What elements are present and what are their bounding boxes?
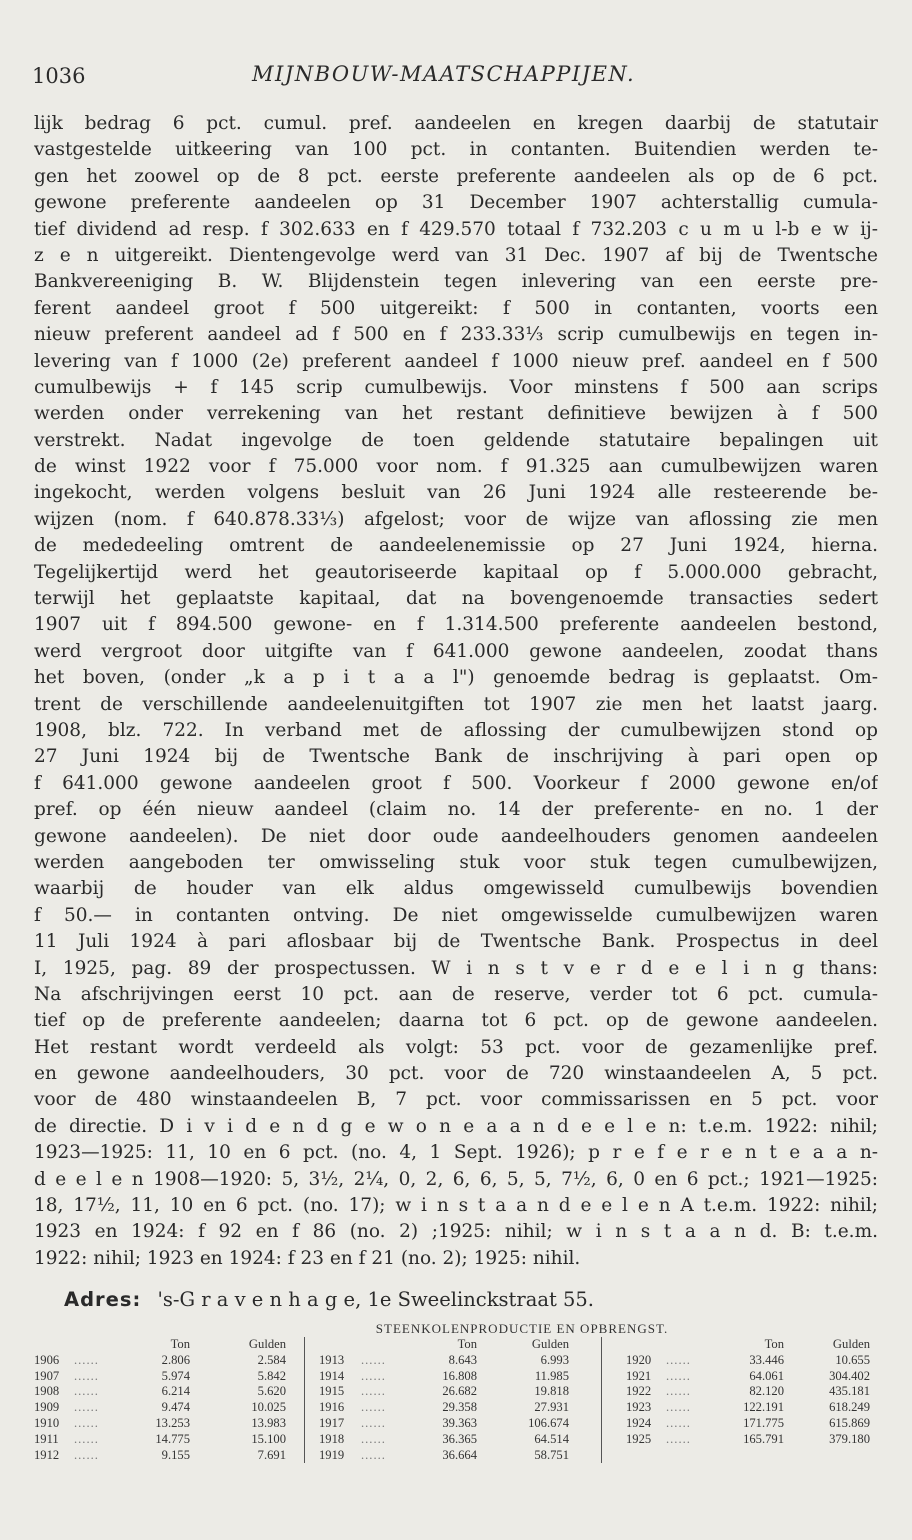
text-line: I, 1925, pag. 89 der prospectussen. W i n s t v e r d e e l i n g thans:: [34, 957, 878, 979]
gulden-cell: 13.983: [251, 1415, 286, 1430]
text-line: de directie. D i v i d e n d g e w o n e a a n d e e l e n: t.e.m. 1922: nihil;: [34, 1115, 878, 1137]
production-row: [305, 1448, 601, 1464]
ton-cell: 8.643: [448, 1352, 477, 1367]
year-cell: 1919: [319, 1447, 345, 1462]
leader-dots: ......: [74, 1415, 99, 1430]
text-line: verstrekt. Nadat ingevolge de toen geldende statutaire bepalingen uit: [34, 429, 878, 451]
text-line: 27 Juni 1924 bij de Twentsche Bank de inschrijving à pari open op: [34, 746, 878, 768]
text-line: ingekocht, werden volgens besluit van 26 Juni 1924 alle resteerende be-: [34, 482, 878, 504]
column-header-row: [305, 1337, 601, 1353]
gulden-cell: 5.842: [257, 1368, 286, 1383]
leader-dots: ......: [666, 1415, 691, 1430]
production-row: [34, 1448, 304, 1464]
ton-cell: 14.775: [155, 1431, 190, 1446]
text-line: waarbij de houder van elk aldus omgewisseld cumulbewijs bovendien: [34, 878, 878, 900]
year-cell: 1914: [319, 1368, 345, 1383]
text-line: ferent aandeel groot f 500 uitgereikt: f 500 in contanten, voorts een: [34, 297, 878, 319]
leader-dots: ......: [666, 1431, 691, 1446]
text-line: 11 Juli 1924 à pari aflosbaar bij de Twentsche Bank. Prospectus in deel: [34, 931, 878, 953]
page-header: [32, 62, 882, 92]
year-cell: 1923: [626, 1400, 652, 1415]
gulden-cell: 64.514: [534, 1431, 569, 1446]
text-line: werden onder verrekening van het restant definitieve bewijzen à f 500: [34, 403, 878, 425]
leader-dots: ......: [74, 1384, 99, 1399]
leader-dots: ......: [361, 1431, 386, 1446]
column-header-ton: Ton: [457, 1337, 477, 1351]
page-number: 1036: [32, 64, 86, 88]
column-header-gulden: Gulden: [531, 1337, 569, 1351]
leader-dots: ......: [74, 1431, 99, 1446]
production-row: [305, 1369, 601, 1385]
column-header-ton: Ton: [764, 1337, 784, 1351]
production-row: [34, 1400, 304, 1416]
column-header-gulden: Gulden: [832, 1337, 870, 1351]
year-cell: 1918: [319, 1431, 345, 1446]
text-line: werd vergroot door uitgifte van f 641.000 gewone aandeelen, zoodat thans: [34, 640, 878, 662]
ton-cell: 36.365: [442, 1431, 477, 1446]
ton-cell: 64.061: [749, 1368, 784, 1383]
column-header-row: [34, 1337, 304, 1353]
header-spacer: [305, 1337, 407, 1353]
text-line: nieuw preferent aandeel ad f 500 en f 233.33⅓ scrip cumulbewijs en tegen in-: [34, 324, 878, 346]
text-line: het boven, (onder „k a p i t a a l") genoemde bedrag is geplaatst. Om-: [34, 667, 878, 689]
text-line: pref. op één nieuw aandeel (claim no. 14 der preferente- en no. 1 der: [34, 799, 878, 821]
production-row: [34, 1384, 304, 1400]
year-cell: 1917: [319, 1415, 345, 1430]
gulden-cell: 10.655: [835, 1352, 870, 1367]
production-row: [34, 1416, 304, 1432]
production-row: [34, 1369, 304, 1385]
production-row: [34, 1353, 304, 1369]
header-spacer: [602, 1337, 712, 1353]
ton-cell: 39.363: [442, 1415, 477, 1430]
production-row: [602, 1432, 880, 1448]
leader-dots: ......: [361, 1400, 386, 1415]
production-row: [305, 1432, 601, 1448]
gulden-cell: 11.985: [534, 1368, 569, 1383]
gulden-cell: 7.691: [257, 1447, 286, 1462]
ton-cell: 5.974: [161, 1368, 190, 1383]
ton-cell: 29.358: [442, 1400, 477, 1415]
ton-cell: 16.808: [442, 1368, 477, 1383]
production-row: [602, 1400, 880, 1416]
running-title: MIJNBOUW-MAATSCHAPPIJEN.: [252, 62, 636, 86]
text-line: levering van f 1000 (2e) preferent aandeel f 1000 nieuw pref. aandeel en f 500: [34, 350, 878, 372]
year-cell: 1909: [34, 1400, 60, 1415]
leader-dots: ......: [74, 1400, 99, 1415]
gulden-cell: 27.931: [534, 1400, 569, 1415]
gulden-cell: 618.249: [829, 1400, 870, 1415]
text-line: f 641.000 gewone aandeelen groot f 500. Voorkeur f 2000 gewone en/of: [34, 772, 878, 794]
ton-cell: 165.791: [743, 1431, 784, 1446]
leader-dots: ......: [666, 1368, 691, 1383]
year-cell: 1912: [34, 1447, 60, 1462]
year-cell: 1915: [319, 1384, 345, 1399]
text-line: Het restant wordt verdeeld als volgt: 53 pct. voor de gezamenlijke pref.: [34, 1036, 878, 1058]
ton-cell: 82.120: [749, 1384, 784, 1399]
gulden-cell: 615.869: [829, 1415, 870, 1430]
leader-dots: ......: [74, 1447, 99, 1462]
leader-dots: ......: [666, 1352, 691, 1367]
production-block: [34, 1337, 304, 1463]
leader-dots: ......: [74, 1368, 99, 1383]
production-row: [34, 1432, 304, 1448]
year-cell: 1913: [319, 1352, 345, 1367]
ton-cell: 9.155: [161, 1447, 190, 1462]
text-line: vastgestelde uitkeering van 100 pct. in contanten. Buitendien werden te-: [34, 139, 878, 161]
text-line: tief dividend ad resp. f 302.633 en f 429.570 totaal f 732.203 c u m u l-b e w ij-: [34, 218, 878, 240]
ton-cell: 2.806: [161, 1352, 190, 1367]
ton-cell: 33.446: [749, 1352, 784, 1367]
address-label: Adres:: [64, 1288, 142, 1311]
production-table-columns: [34, 1337, 880, 1463]
text-line: Tegelijkertijd werd het geautoriseerde kapitaal op f 5.000.000 gebracht,: [34, 561, 878, 583]
year-cell: 1910: [34, 1415, 60, 1430]
text-line: wijzen (nom. f 640.878.33⅓) afgelost; voor de wijze van aflossing zie men: [34, 508, 878, 530]
text-line: Na afschrijvingen eerst 10 pct. aan de reserve, verder tot 6 pct. cumula-: [34, 983, 878, 1005]
gulden-cell: 379.180: [829, 1431, 870, 1446]
text-line: de mededeeling omtrent de aandeelenemissie op 27 Juni 1924, hierna.: [34, 535, 878, 557]
ton-cell: 6.214: [161, 1384, 190, 1399]
production-block: [304, 1337, 602, 1463]
leader-dots: ......: [361, 1368, 386, 1383]
gulden-cell: 5.620: [257, 1384, 286, 1399]
year-cell: 1921: [626, 1368, 652, 1383]
production-block: [602, 1337, 880, 1463]
address-value: 's-G r a v e n h a g e, 1e Sweelinckstraat 55.: [157, 1288, 594, 1311]
ton-cell: 122.191: [743, 1400, 784, 1415]
leader-dots: ......: [666, 1384, 691, 1399]
gulden-cell: 15.100: [251, 1431, 286, 1446]
production-row: [602, 1416, 880, 1432]
ton-cell: 13.253: [155, 1415, 190, 1430]
text-line: gewone aandeelen). De niet door oude aandeelhouders genomen aandeelen: [34, 825, 878, 847]
production-table: [34, 1321, 880, 1463]
ton-cell: 26.682: [442, 1384, 477, 1399]
text-line: 1922: nihil; 1923 en 1924: f 23 en f 21 (no. 2); 1925: nihil.: [34, 1247, 581, 1269]
production-row: [305, 1384, 601, 1400]
production-row: [602, 1353, 880, 1369]
leader-dots: ......: [361, 1352, 386, 1367]
year-cell: 1925: [626, 1431, 652, 1446]
text-line: werden aangeboden ter omwisseling stuk voor stuk tegen cumulbewijzen,: [34, 851, 878, 873]
gulden-cell: 304.402: [829, 1368, 870, 1383]
production-row: [602, 1369, 880, 1385]
text-line: lijk bedrag 6 pct. cumul. pref. aandeelen en kregen daarbij de statutair: [34, 113, 878, 134]
column-header-gulden: Gulden: [248, 1337, 286, 1351]
text-line: gewone preferente aandeelen op 31 December 1907 achterstallig cumula-: [34, 192, 878, 214]
text-line: tief op de preferente aandeelen; daarna tot 6 pct. op de gewone aandeelen.: [34, 1010, 878, 1032]
production-row: [602, 1384, 880, 1400]
text-line: 1923 en 1924: f 92 en f 86 (no. 2) ;1925: nihil; w i n s t a a n d. B: t.e.m.: [34, 1221, 878, 1243]
year-cell: 1911: [34, 1431, 59, 1446]
leader-dots: ......: [361, 1415, 386, 1430]
text-line: z e n uitgereikt. Dientengevolge werd van 31 Dec. 1907 af bij de Twentsche: [34, 244, 878, 266]
leader-dots: ......: [666, 1400, 691, 1415]
gulden-cell: 435.181: [829, 1384, 870, 1399]
year-cell: 1907: [34, 1368, 60, 1383]
text-line: d e e l e n 1908—1920: 5, 3½, 2¼, 0, 2, 6, 6, 5, 5, 7½, 6, 0 en 6 pct.; 1921—1925:: [34, 1168, 878, 1190]
ton-cell: 36.664: [442, 1447, 477, 1462]
leader-dots: ......: [361, 1447, 386, 1462]
text-line: 1907 uit f 894.500 gewone- en f 1.314.500 preferente aandeelen bestond,: [34, 614, 878, 636]
year-cell: 1924: [626, 1415, 652, 1430]
year-cell: 1906: [34, 1352, 60, 1367]
gulden-cell: 58.751: [534, 1447, 569, 1462]
ton-cell: 9.474: [161, 1400, 190, 1415]
leader-dots: ......: [74, 1352, 99, 1367]
text-line: trent de verschillende aandeelenuitgiften tot 1907 zie men het laatst jaarg.: [34, 693, 878, 715]
text-line: de winst 1922 voor f 75.000 voor nom. f 91.325 aan cumulbewijzen waren: [34, 456, 878, 478]
text-line: f 50.— in contanten ontving. De niet omgewisselde cumulbewijzen waren: [34, 904, 878, 926]
year-cell: 1916: [319, 1400, 345, 1415]
text-line: 1908, blz. 722. In verband met de aflossing der cumulbewijzen stond op: [34, 719, 878, 741]
production-row: [305, 1353, 601, 1369]
column-header-row: [602, 1337, 880, 1353]
year-cell: 1908: [34, 1384, 60, 1399]
body-text: [34, 111, 878, 1272]
text-line: 18, 17½, 11, 10 en 6 pct. (no. 17); w i n s t a a n d e e l e n A t.e.m. 1922: nihil;: [34, 1195, 878, 1217]
gulden-cell: 6.993: [540, 1352, 569, 1367]
gulden-cell: 19.818: [534, 1384, 569, 1399]
text-line: cumulbewijs + f 145 scrip cumulbewijs. Voor minstens f 500 aan scrips: [34, 376, 878, 398]
text-line: en gewone aandeelhouders, 30 pct. voor de 720 winstaandeelen A, 5 pct.: [34, 1063, 878, 1085]
leader-dots: ......: [361, 1384, 386, 1399]
ton-cell: 171.775: [743, 1415, 784, 1430]
year-cell: 1922: [626, 1384, 652, 1399]
text-line: voor de 480 winstaandeelen B, 7 pct. voor commissarissen en 5 pct. voor: [34, 1089, 878, 1111]
column-header-ton: Ton: [170, 1337, 190, 1351]
year-cell: 1920: [626, 1352, 652, 1367]
text-line: terwijl het geplaatste kapitaal, dat na bovengenoemde transacties sedert: [34, 588, 878, 610]
header-spacer: [34, 1337, 120, 1353]
gulden-cell: 10.025: [251, 1400, 286, 1415]
address-line: [64, 1288, 594, 1311]
text-line: Bankvereeniging B. W. Blijdenstein tegen inlevering van een eerste pre-: [34, 271, 878, 293]
production-row: [305, 1416, 601, 1432]
text-line: 1923—1925: 11, 10 en 6 pct. (no. 4, 1 Sept. 1926); p r e f e r e n t e a a n-: [34, 1142, 878, 1164]
gulden-cell: 2.584: [257, 1352, 286, 1367]
production-row: [305, 1400, 601, 1416]
production-table-title: STEENKOLENPRODUCTIE EN OPBRENGST.: [375, 1321, 669, 1336]
text-line: gen het zoowel op de 8 pct. eerste preferente aandeelen als op de 6 pct.: [34, 165, 878, 187]
gulden-cell: 106.674: [528, 1415, 569, 1430]
